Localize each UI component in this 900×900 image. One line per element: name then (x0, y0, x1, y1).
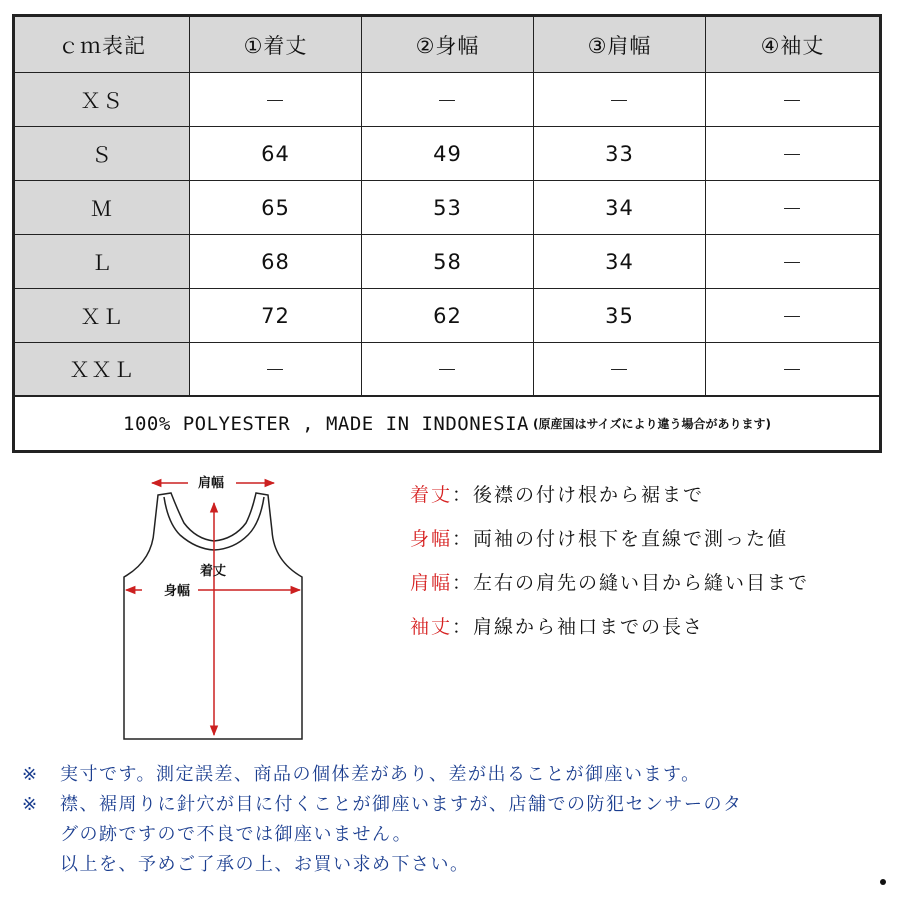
value-length: 68 (190, 235, 362, 288)
definition-text: ：両袖の付け根下を直線で測った値 (452, 528, 789, 550)
definition-term: 身幅 (410, 528, 453, 550)
value-width: － (362, 343, 534, 395)
table-row (15, 343, 879, 397)
table-header-row (15, 17, 879, 73)
value-width: － (362, 73, 534, 126)
value-length: 64 (190, 127, 362, 180)
header-length: ①着丈 (190, 17, 362, 72)
definition-term: 肩幅 (410, 572, 453, 594)
definition-text: ：左右の肩先の縫い目から縫い目まで (452, 572, 810, 594)
header-shoulder: ③肩幅 (534, 17, 706, 72)
size-label: ＸＸＬ (15, 343, 190, 395)
value-shoulder: 34 (534, 181, 706, 234)
note-text: 実寸です。測定誤差、商品の個体差があり、差が出ることが御座います。 (60, 764, 701, 785)
value-width: 58 (362, 235, 534, 288)
tank-top-outline (124, 493, 302, 739)
size-label: ＸＬ (15, 289, 190, 342)
table-row (15, 181, 879, 235)
size-table (12, 14, 882, 453)
value-shoulder: 35 (534, 289, 706, 342)
value-sleeve: － (781, 358, 804, 382)
definition-line (410, 568, 809, 612)
value-sleeve: － (781, 304, 804, 329)
definition-text: ：肩線から袖口までの長さ (452, 616, 705, 638)
header-width: ②身幅 (362, 17, 534, 72)
table-row (15, 73, 879, 127)
value-length: 65 (190, 181, 362, 234)
width-label: 身幅 (164, 584, 191, 599)
value-width: 53 (362, 181, 534, 234)
note-line: 以上を、予めご了承の上、お買い求め下さい。 (60, 854, 470, 875)
value-shoulder: 34 (534, 235, 706, 288)
bullet-dot (880, 879, 886, 885)
length-label: 着丈 (200, 564, 227, 579)
value-shoulder: － (534, 343, 706, 395)
header-sleeve: ④袖丈 (706, 17, 879, 72)
note-mark: ※ (22, 794, 39, 815)
size-label: ＸＳ (15, 73, 190, 126)
value-length: － (190, 343, 362, 395)
note-line (22, 790, 743, 820)
size-label: Ｍ (15, 181, 190, 234)
header-size-unit: ｃｍ表記 (15, 17, 190, 72)
value-width: 49 (362, 127, 534, 180)
size-label: Ｌ (15, 235, 190, 288)
size-label: Ｓ (15, 127, 190, 180)
note-text: 襟、裾周りに針穴が目に付くことが御座いますが、店舗での防犯センサーのタ (60, 794, 743, 815)
definition-line (410, 612, 809, 656)
definition-term: 着丈 (410, 484, 453, 506)
note-mark: ※ (22, 764, 39, 785)
note-line (22, 760, 743, 790)
value-sleeve: － (781, 142, 804, 167)
note-line: グの跡ですので不良では御座いません。 (60, 824, 413, 845)
table-row (15, 127, 879, 181)
tank-top-diagram (118, 463, 318, 745)
definition-text: ：後襟の付け根から裾まで (452, 484, 705, 506)
value-shoulder: 33 (534, 127, 706, 180)
definition-line (410, 480, 809, 524)
table-row (15, 235, 879, 289)
material-origin-text: 100% POLYESTER , MADE IN INDONESIA (123, 412, 529, 435)
value-width: 62 (362, 289, 534, 342)
value-sleeve: － (781, 250, 804, 275)
value-sleeve: － (781, 88, 804, 113)
value-length: － (190, 73, 362, 126)
value-sleeve: － (781, 196, 804, 221)
definition-term: 袖丈 (410, 616, 453, 638)
measurement-definitions (410, 480, 809, 656)
shoulder-label: 肩幅 (198, 476, 225, 491)
table-row (15, 289, 879, 343)
material-origin-row (15, 397, 879, 450)
value-shoulder: － (534, 73, 706, 126)
origin-note: (原産国はサイズにより違う場合があります) (532, 417, 771, 431)
definition-line (410, 524, 809, 568)
notes (22, 760, 743, 880)
value-length: 72 (190, 289, 362, 342)
